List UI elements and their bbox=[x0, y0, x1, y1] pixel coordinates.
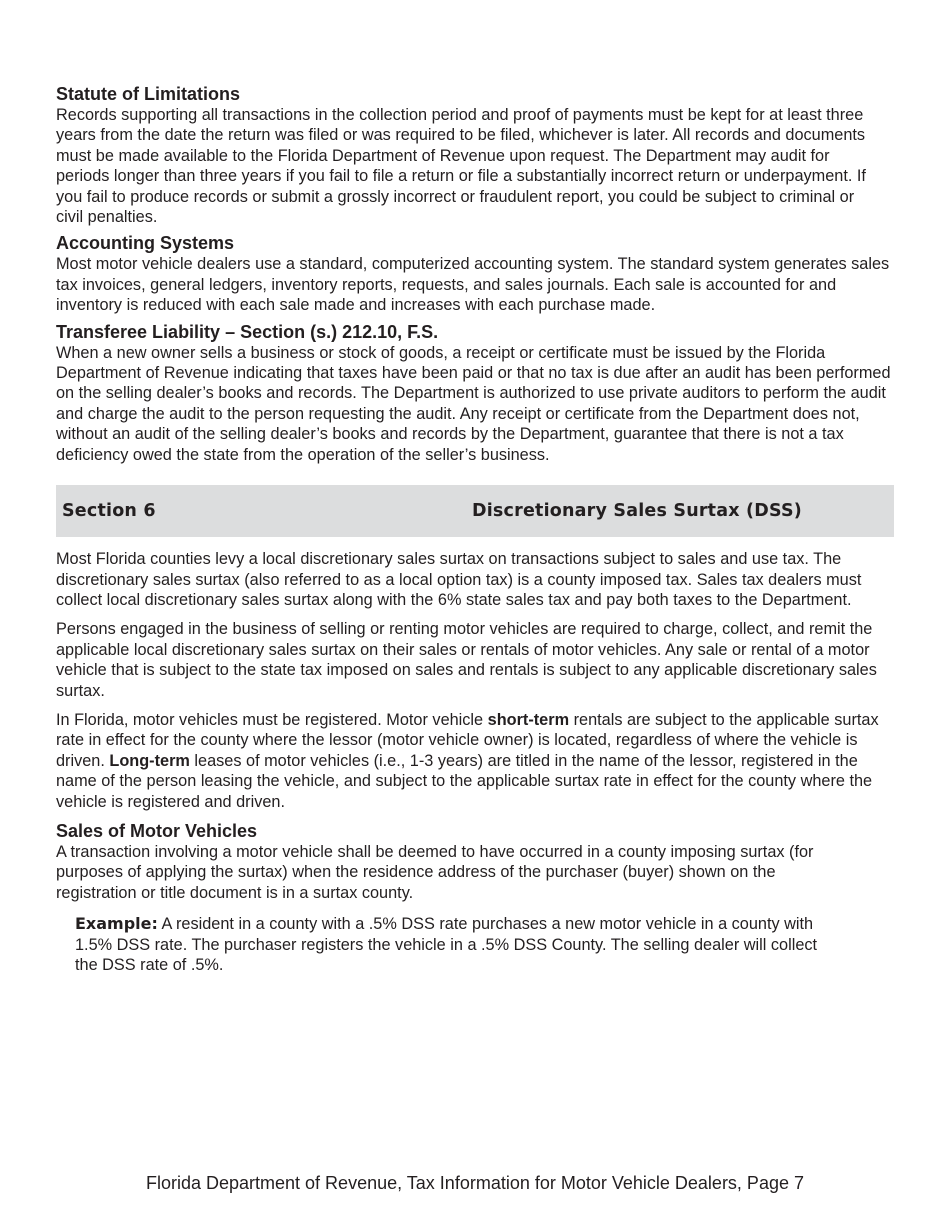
dss-p3-text-b: rentals are subject to the applicable surtax rate in effect for the county where the lessor (motor vehicle owner) is located, regardless of where the vehicle is driven. bbox=[56, 710, 879, 770]
statute-heading: Statute of Limitations bbox=[56, 84, 240, 104]
example-box bbox=[75, 914, 835, 975]
transferee-body: When a new owner sells a business or stock of goods, a receipt or certificate must be issued by the Florida Department of Revenue indicating that taxes have been paid or that no tax is due after an audit has been performed on the selling dealer’s books and records. The Department is authorized to use private auditors to perform the audit and charge the audit to the person requesting the audit. Any receipt or certificate from the Department does not, without an audit of the selling dealer’s books and records by the Department, guarantee that there is not a tax deficiency owed the state from the operation of the seller’s business. bbox=[56, 343, 891, 464]
statute-block bbox=[56, 84, 894, 227]
example-body: A resident in a county with a .5% DSS rate purchases a new motor vehicle in a county with 1.5% DSS rate. The purchaser registers the vehicle in a .5% DSS County. The selling dealer will collect the DSS rate of .5%. bbox=[75, 915, 818, 974]
section-title: Discretionary Sales Surtax (DSS) bbox=[472, 501, 802, 522]
accounting-heading: Accounting Systems bbox=[56, 233, 235, 254]
transferee-heading: Transferee Liability – Section (s.) 212.10, F.S. bbox=[56, 321, 439, 342]
long-term-emphasis: Long-term bbox=[109, 751, 190, 770]
dss-paragraph-1: Most Florida counties levy a local discretionary sales surtax on transactions subject to sales and use tax. The discretionary sales surtax (also referred to as a local option tax) is a county imposed tax. Sales tax dealers must collect local discretionary sales surtax along with the 6% state sales tax and pay both taxes to the Department. bbox=[56, 550, 862, 609]
section-number: Section 6 bbox=[62, 501, 156, 522]
example-label: Example: bbox=[75, 914, 158, 934]
sales-mv-block bbox=[56, 821, 894, 903]
section-banner bbox=[56, 485, 894, 537]
dss-p3-text-c: leases of motor vehicles (i.e., 1-3 years) are titled in the name of the lessor, registered in the name of the person leasing the vehicle, and subject to the applicable surtax rate in effect for the county where the vehicle is registered and driven. bbox=[56, 751, 873, 811]
dss-p3-text-a: In Florida, motor vehicles must be registered. Motor vehicle bbox=[56, 710, 488, 729]
statute-body: Records supporting all transactions in the collection period and proof of payments must be kept for at least three years from the date the return was filed or was required to be filed, whichever is later. All records and documents must be made available to the Florida Department of Revenue upon request. The Department may audit for periods longer than three years if you fail to file a return or file a substantially incorrect return or underpayment. If you fail to produce records or submit a grossly incorrect or fraudulent report, you could be subject to criminal or civil penalties. bbox=[56, 106, 866, 227]
sales-mv-heading: Sales of Motor Vehicles bbox=[56, 820, 258, 841]
short-term-emphasis: short-term bbox=[487, 710, 570, 729]
accounting-block bbox=[56, 233, 894, 315]
page-content bbox=[56, 84, 894, 975]
dss-paragraph-2: Persons engaged in the business of selling or renting motor vehicles are required to charge, collect, and remit the applicable local discretionary sales surtax on their sales or rentals of motor vehicles. Any sale or rental of a motor vehicle that is subject to the state tax imposed on sales and rentals is subject to any applicable discretionary sales surtax. bbox=[56, 620, 877, 700]
accounting-body: Most motor vehicle dealers use a standard, computerized accounting system. The standard system generates sales tax invoices, general ledgers, inventory reports, requests, and sales journals. Each sale is accounted for and inventory is reduced with each sale made and increases with each purchase made. bbox=[56, 255, 890, 315]
page-footer: Florida Department of Revenue, Tax Information for Motor Vehicle Dealers, Page 7 bbox=[145, 1173, 804, 1193]
sales-mv-body: A transaction involving a motor vehicle shall be deemed to have occurred in a county imposing surtax (for purposes of applying the surtax) when the residence address of the purchaser (buyer) shown on the registration or title document is in a surtax county. bbox=[56, 842, 814, 902]
transferee-block bbox=[56, 322, 894, 465]
dss-paragraph-3 bbox=[56, 710, 894, 812]
